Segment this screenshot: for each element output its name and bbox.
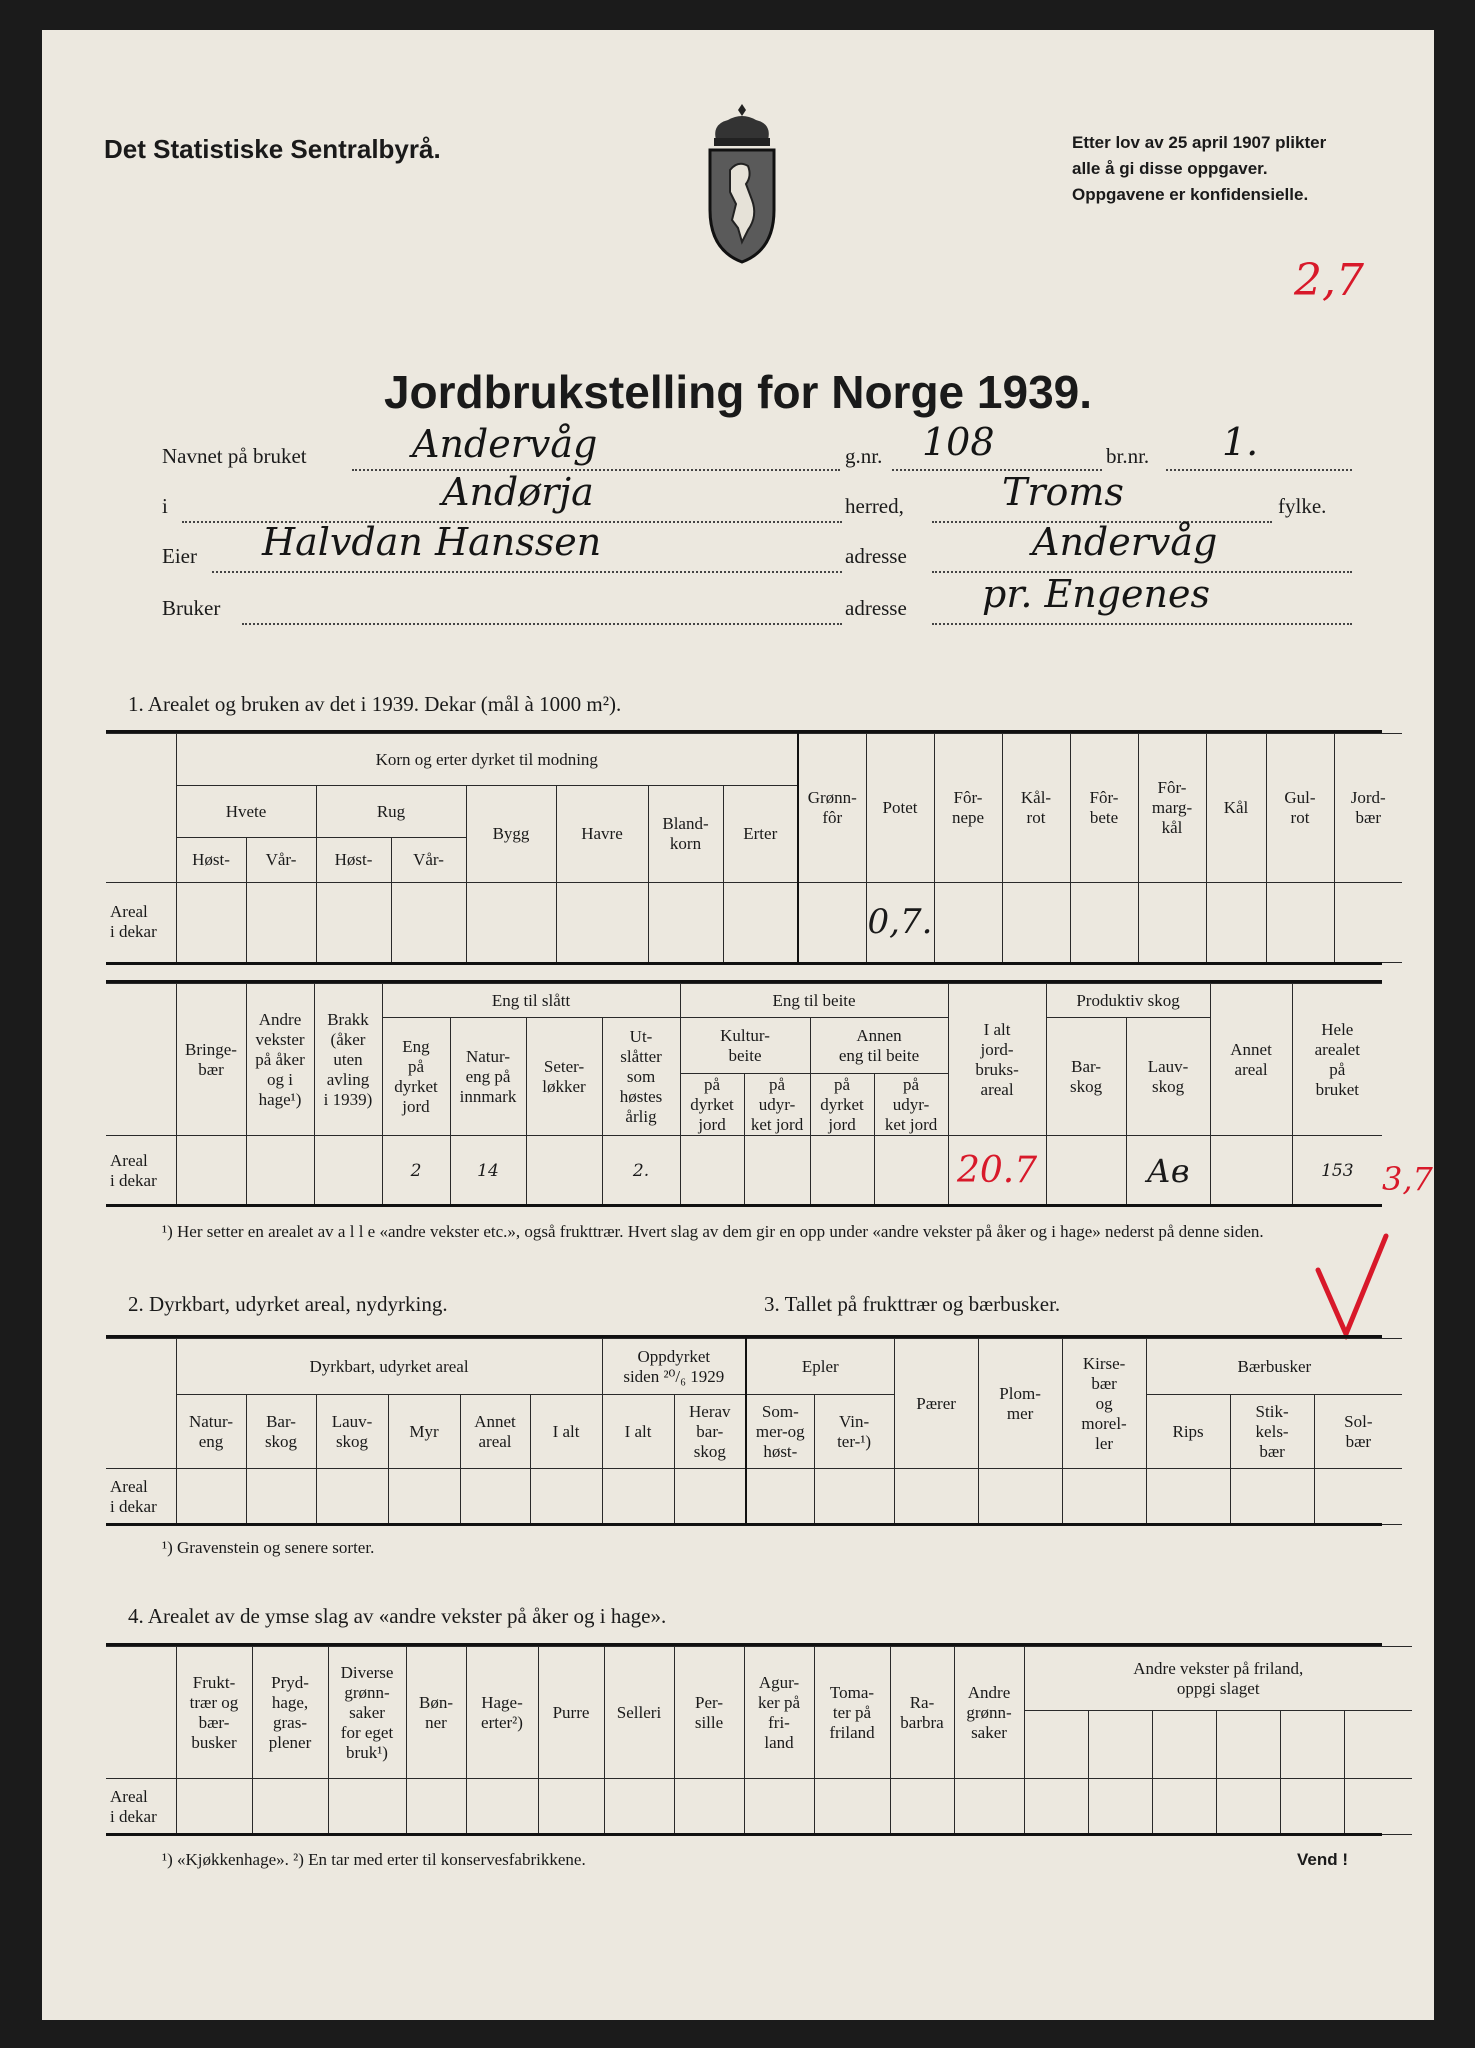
potet-value: 0,7. [866,882,934,962]
section2-footnote: ¹) Gravenstein og senere sorter. [162,1538,375,1557]
col-i-alt: I alt jord- bruks- areal [948,984,1046,1136]
col-potet: Potet [866,734,934,883]
section2-3-table [106,1338,1402,1525]
col-bonner: Bøn- ner [406,1647,466,1779]
col-purre: Purre [538,1647,604,1779]
col-diverse: Diverse grønn- saker for eget bruk¹) [328,1647,406,1779]
col-gulrot: Gul- rot [1266,734,1334,883]
col-barskog: Bar- skog [1046,1018,1126,1136]
section1-heading: 1. Arealet og bruken av det i 1939. Dekar (mål à 1000 m²). [128,692,622,716]
bruker-label: Bruker [162,596,221,620]
col-kultur-dyrket: på dyrket jord [680,1074,744,1136]
col-myr: Myr [388,1395,460,1469]
col-rug-var: Vår- [391,838,466,882]
herred-value: Andørja [442,470,594,514]
col-natureng: Natur- eng [176,1395,246,1469]
col-rug: Rug [316,786,466,838]
col-persille: Per- sille [674,1647,744,1779]
corner-number: 2,7 [1294,255,1364,306]
andre-vekster-header: Andre vekster på friland, oppgi slaget [1024,1647,1412,1711]
col-herav-barskog: Herav bar- skog [674,1395,746,1469]
col-vinter: Vin- ter-¹) [814,1395,894,1469]
legal-notice: Etter lov av 25 april 1907 plikter alle å gi disse oppgaver. Oppgavene er konfidensielle. [1072,133,1327,204]
col-agurker: Agur- ker på fri- land [744,1647,814,1779]
col-rips: Rips [1146,1395,1230,1469]
section4-table [106,1646,1412,1835]
form-title: Jordbrukstelling for Norge 1939. [383,366,1093,418]
eier-value: Halvdan Hanssen [262,520,602,564]
col-kal: Kål [1206,734,1266,883]
fylke-value: Troms [1002,470,1124,514]
col-rug-host: Høst- [316,838,391,882]
col-fornepe: Fôr- nepe [934,734,1002,883]
brnr-value: 1. [1222,420,1259,464]
col-prydhage: Pryd- hage, gras- plener [252,1647,328,1779]
row-label-areal-4: Areal i dekar [106,1779,176,1835]
gnr-label: g.nr. [845,444,883,468]
col-rabarbra: Ra- barbra [890,1647,954,1779]
row-label-areal: Areal i dekar [106,882,176,962]
col-brakk: Brakk (åker uten avling i 1939) [314,984,382,1136]
brnr-label: br.nr. [1106,444,1150,468]
eng-slatt-header: Eng til slått [382,984,680,1018]
check-mark-icon [1312,1230,1392,1340]
herred-label: herred, [845,494,904,518]
section1-footnote: ¹) Her setter en arealet av a l l e «andre vekster etc.», også frukttrær. Hvert slag av dem gir en opp under «andre vekster på åker og i hage» nederst på denne siden. [162,1222,1264,1241]
col-lauv-skog: Lauv- skog [316,1395,388,1469]
col-ialt: I alt [530,1395,602,1469]
col-formargkal: Fôr- marg- kål [1138,734,1206,883]
eier-label: Eier [162,544,197,568]
produktiv-skog-header: Produktiv skog [1046,984,1210,1018]
col-frukttraer: Frukt- trær og bær- busker [176,1647,252,1779]
col-naturengs: Natur- eng på innmark [450,1018,526,1136]
col-havre: Havre [556,786,648,882]
i-label: i [162,494,168,518]
col-stikkelsbaer: Stik- kels- bær [1230,1395,1314,1469]
col-erter: Erter [723,786,798,882]
col-blandkorn: Bland- korn [648,786,723,882]
col-eng-dyrket: Eng på dyrket jord [382,1018,450,1136]
col-oppdyrket-ialt: I alt [602,1395,674,1469]
bruker-adresse-label: adresse [845,596,907,620]
col-plommer: Plom- mer [978,1339,1062,1469]
coat-of-arms-icon [702,100,782,265]
vend-note: Vend ! [1297,1850,1349,1869]
col-andre-vekster: Andre vekster på åker og i hage¹) [246,984,314,1136]
col-annen-udyrket: på udyr- ket jord [874,1074,948,1136]
col-forbete: Fôr- bete [1070,734,1138,883]
col-lauvskog: Lauv- skog [1126,1018,1210,1136]
row-label-areal-2: Areal i dekar [106,1136,176,1206]
agency-name: Det Statistiske Sentralbyrå. [104,134,441,164]
col-annet: Annet areal [460,1395,530,1469]
section1-table2 [106,983,1382,1206]
epler-header: Epler [746,1339,894,1395]
section4-heading: 4. Arealet av de ymse slag av «andre vekster på åker og i hage». [128,1604,667,1628]
eier-adresse-label: adresse [845,544,907,568]
col-hele-arealet: Hele arealet på bruket [1292,984,1382,1136]
margin-value: 3,7 [1382,1160,1433,1198]
utslatter-value: 2. [602,1136,680,1206]
col-bringebaer: Bringe- bær [176,984,246,1136]
col-hvete-host: Høst- [176,838,246,882]
col-bygg: Bygg [466,786,556,882]
col-kirsebaer: Kirse- bær og morel- ler [1062,1339,1146,1469]
dyrkbart-group-header: Dyrkbart, udyrket areal [176,1339,602,1395]
col-kulturbeite: Kultur- beite [680,1018,810,1074]
col-hvete: Hvete [176,786,316,838]
row-label-areal-3: Areal i dekar [106,1469,176,1525]
col-seter: Seter- løkker [526,1018,602,1136]
eng-dyrket-value: 2 [382,1136,450,1206]
section4-footnote: ¹) «Kjøkkenhage». ²) En tar med erter til konservesfabrikkene. [162,1850,586,1869]
eier-adresse-value: Andervåg [1032,520,1218,564]
oppdyrket-group-header: Oppdyrket siden ²⁰/₆ 1929 [602,1339,746,1395]
hele-arealet-value: 153 [1292,1136,1382,1206]
col-gronnfor: Grønn- fôr [798,734,866,883]
col-andre-gronnsaker: Andre grønn- saker [954,1647,1024,1779]
fylke-label: fylke. [1278,494,1327,518]
lauvskog-value: Ав [1126,1136,1210,1206]
col-selleri: Selleri [604,1647,674,1779]
korn-group-header: Korn og erter dyrket til modning [176,734,798,786]
section2-heading: 2. Dyrkbart, udyrket areal, nydyrking. [128,1292,448,1316]
col-hageerter: Hage- erter²) [466,1647,538,1779]
farm-name-label: Navnet på bruket [162,444,307,468]
baerbusker-header: Bærbusker [1146,1339,1402,1395]
col-annen-eng: Annen eng til beite [810,1018,948,1074]
col-paerer: Pærer [894,1339,978,1469]
col-sommer-host: Som- mer-og høst- [746,1395,814,1469]
form-page [42,30,1434,2020]
col-solbaer: Sol- bær [1314,1395,1402,1469]
i-alt-value: 20.7 [948,1136,1046,1206]
col-annen-dyrket: på dyrket jord [810,1074,874,1136]
col-kalrot: Kål- rot [1002,734,1070,883]
col-jordbaer: Jord- bær [1334,734,1402,883]
col-kultur-udyrket: på udyr- ket jord [744,1074,810,1136]
eng-beite-header: Eng til beite [680,984,948,1018]
col-bar-skog: Bar- skog [246,1395,316,1469]
section3-heading: 3. Tallet på frukttrær og bærbusker. [764,1292,1061,1316]
bruker-adresse-value: pr. Engenes [982,572,1210,616]
col-utslatter: Ut- slåtter som høstes årlig [602,1018,680,1136]
gnr-value: 108 [922,420,995,464]
naturengs-value: 14 [450,1136,526,1206]
col-annet-areal: Annet areal [1210,984,1292,1136]
col-tomater: Toma- ter på friland [814,1647,890,1779]
col-hvete-var: Vår- [246,838,316,882]
farm-name-value: Andervåg [412,422,598,466]
section1-table1 [106,733,1402,963]
